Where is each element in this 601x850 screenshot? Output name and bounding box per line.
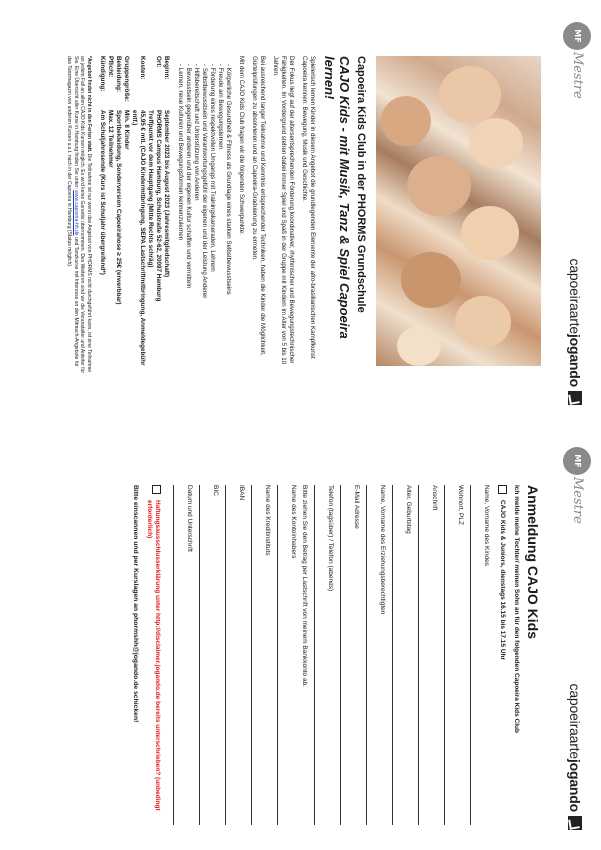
child-face — [401, 252, 461, 308]
brand-light: capoeiraarte — [567, 258, 583, 334]
paragraph-focus: Der Fokus liegt auf der altersentsprechenden Förderung koordinativer, rhythmischer und Bewegungstechnischer Fähigkeiten. Im Vordergrund stehen dabei immer Spiel und Spaß in der Gruppe mit Kindern im Alter von 5 bis 10 Jahren. — [272, 56, 295, 365]
fact-row: Beginn: September 2023 bis August 2023 (Jahresmitgliedschaft) — [163, 56, 170, 278]
course-checkbox[interactable] — [498, 485, 507, 494]
brand-logo — [563, 684, 587, 830]
child-face — [439, 66, 501, 124]
field-child-name[interactable]: Name, Vorname des Kindes — [464, 485, 490, 825]
form-intro: Ich melde meine Tochter/ meinen Sohn an für den folgenden Capoeira Kids Club — [513, 485, 520, 733]
paragraph-belts: Bei ausreichend langer Teilnahme und Kenntnis entsprechender Techniken, haben die Kinder die Möglichkeit, Gürtelprüfungen zu absolvieren und an Capoeira-Graduierung zu ermeten. — [251, 56, 266, 356]
child-face — [469, 118, 523, 168]
field-bank-name[interactable]: Name des Kreditinstituts — [245, 485, 271, 825]
child-face — [455, 296, 511, 348]
kids-group-photo — [376, 56, 541, 366]
field-date-signature[interactable]: Datum und Unterschrift — [167, 485, 193, 825]
form-title: Anmeldung CAJO Kids — [525, 485, 541, 640]
form-header — [541, 425, 601, 850]
child-face — [461, 206, 519, 260]
field-city-zip[interactable]: Wohnort, PLZ — [438, 485, 464, 825]
fact-row: Bekleidung: Sportbekleidung, Sonderversion Capoeirahose ≥ 25€ (erwerbbar) — [115, 56, 122, 305]
list-item: - Selbstbewusstsein und Verantwortungsgefühl der eigenen und der Leistung Anderer — [200, 64, 208, 376]
disclaimer-option[interactable] — [145, 485, 161, 825]
logo-script: Mestre — [570, 52, 585, 99]
registration-form — [132, 485, 541, 825]
fine-print-title: *Angebot findet nicht in den Ferien statt. — [86, 56, 92, 153]
field-bic[interactable]: BIC — [193, 485, 219, 825]
fact-row: Gruppengröße: Min. 8 Kinder — [123, 56, 130, 150]
website-link[interactable]: www.capoeira-hh.de — [73, 190, 79, 236]
registration-form-panel — [0, 425, 601, 850]
course-facts — [98, 56, 170, 376]
fine-print — [66, 56, 92, 376]
list-item: - Förderung eines respektvollen Umgangs mit Trainingskameraden, Lehrern — [208, 64, 216, 376]
field-address[interactable]: Anschrift — [412, 485, 438, 825]
child-face — [381, 96, 431, 146]
brand-light: capoeiraarte — [567, 683, 583, 759]
seal-icon: MF — [563, 447, 591, 475]
child-face — [407, 156, 471, 216]
debit-note: Bitte ziehen Sie den Betrag per Lastschrift von meinem Bankkonto ab. — [301, 485, 308, 687]
fact-row: Kosten: 45,95 € mtl. (CAJO Kindermitbringung, SEPA Lastschriftmitbringung, Anmeldegebühr entf.) — [131, 56, 146, 366]
closing-instruction: Bitte einscannen und per Kurslagen an phormshh@jogando.de schicken! — [132, 485, 139, 723]
flyer-title: Capoeira Kids Club in der PHORMS Grundschule — [355, 56, 367, 313]
fine-print-text2: und Tanzkurse mit Interesse an den Mitmach-Angebote für das Tanzmagazin von anderen Kursen u.s.t. nach in der Capoeira in Hamburg (Status möglich). — [66, 56, 79, 367]
brand-mark-icon — [568, 391, 582, 405]
mestre-logo — [551, 447, 593, 527]
list-item: - Freude am Bewegungslernen — [216, 64, 224, 376]
fact-row: Pflicht: Max. 12 Teilnehmer — [107, 56, 114, 168]
fine-print-text: Die Teilnahme ist nur wenn das Angebot von PHORMS nicht durchgeführt kann, ist eine Teilnahme an jedem Fall an allen CAJO Kids Kursen möglich. Es wird keine Garantie übernommen. Des Weiteren sind wir die Veranstalter und Anleiter für Sie. Eine Übersicht aller Kurse in Hamburg finden Sie unter: — [73, 56, 92, 374]
field-account-holder[interactable]: Name des Kontoinhabers — [271, 485, 297, 825]
list-item: - Lernen, neue Kulturen und Bewegungsformen kennenzulernen — [176, 64, 184, 376]
list-item: - Bewusstsein gegenüber anderen und der eigenen Kultur schaffen und vermitteln — [184, 64, 192, 376]
goals-list — [176, 56, 232, 376]
flyer-subtitle: CAJO Kids - mit Musik, Tanz & Spiel Capoeira lernen! — [322, 56, 352, 339]
field-phone[interactable]: Telefon (tagsüber) / Telefon (abends) — [308, 485, 334, 825]
fact-row: Treffpunkt vor dem Hauptgang (Mitte Rechts schräg) — [147, 110, 154, 268]
disclaimer-checkbox[interactable] — [152, 485, 161, 494]
list-item: - Körperliche Gesundheit & Fitness als Grundlage eines starken Selbstbewusstseins — [224, 64, 232, 376]
fact-row: Kündigung: Am Schuljahresende (Kurs ist Schuljahr übergreifend*) — [99, 56, 106, 275]
logo-script: Mestre — [570, 477, 585, 524]
field-age-birthday[interactable]: Alter, Geburtstag — [386, 485, 412, 825]
seal-icon: MF — [563, 22, 591, 50]
course-option-label: CAJO Kids & Juniors, dienstags 16.15 bis 17.15 Uhr — [499, 500, 506, 661]
field-guardian-name[interactable]: Name, Vorname des Erziehungsberechtigten — [360, 485, 386, 825]
list-item: - Hilfsbereitschaft und Unterstützung von Anderen — [192, 64, 200, 376]
field-email[interactable]: E-Mail Adresse — [334, 485, 360, 825]
brand-logo — [563, 259, 587, 405]
child-face — [397, 326, 441, 366]
paragraph-intro: Spielerisch lernen Kinder in diesem Angebot die grundlegenden Elemente der afro-brasilianischen Kampfkunst Capoeira kennen: Bewegung, Musik und Geschichte. — [301, 56, 316, 359]
mestre-logo — [551, 22, 593, 102]
flyer-body — [66, 56, 367, 376]
brand-bold: jogando — [567, 333, 583, 387]
field-iban[interactable]: IBAN — [219, 485, 245, 825]
list-intro: Mit dem CAJO Kids Club fragen wir die folgenden Schwerpunkte: — [238, 56, 245, 235]
fact-row: Ort: PHORMS Campus Hamburg, Schulstraße 52-62, 20097 Hamburg — [155, 56, 162, 302]
brand-bold: jogando — [567, 758, 583, 812]
flyer-header — [541, 0, 601, 425]
course-option[interactable] — [498, 485, 507, 825]
brand-mark-icon — [568, 816, 582, 830]
disclaimer-text: Haftungsausschlusserklärung unter http://disclaimer.jogando.de bereits unterschrieben? (unbedingt erforderlich) — [146, 500, 161, 811]
